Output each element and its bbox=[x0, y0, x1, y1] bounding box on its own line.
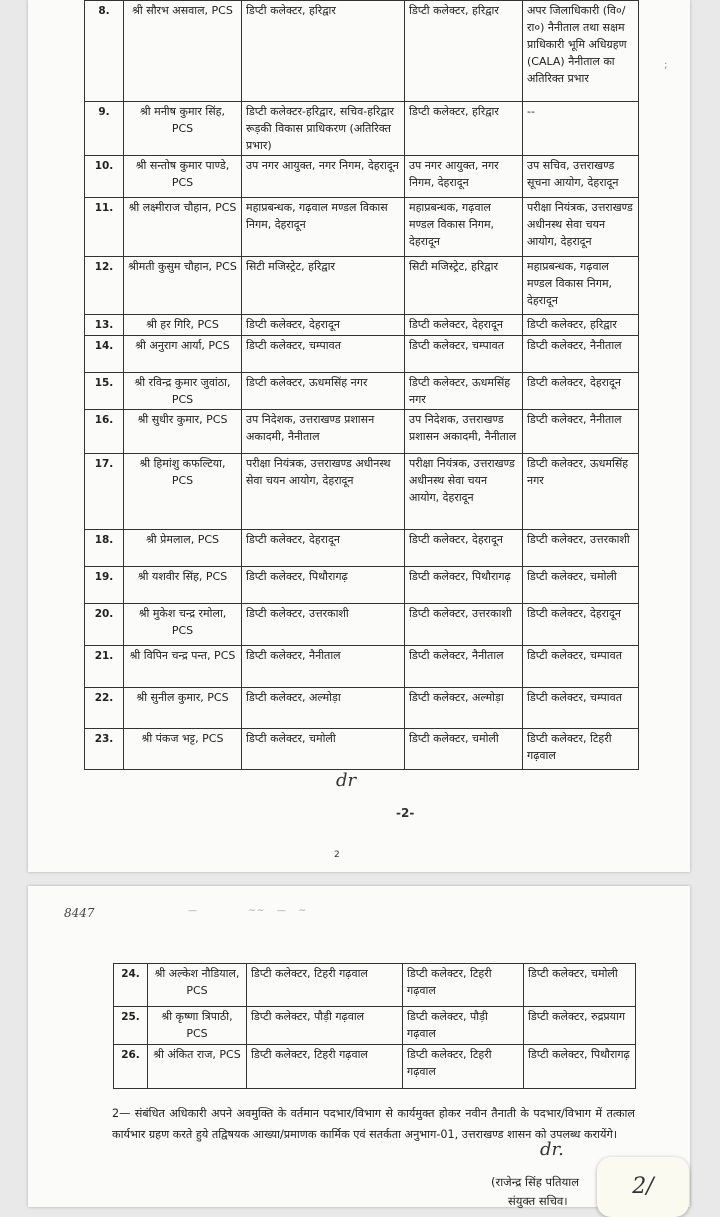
serial-number-cell: 20. bbox=[85, 604, 124, 646]
current-posting-cell: डिप्टी कलेक्टर, उत्तरकाशी bbox=[242, 604, 405, 646]
current-posting-cell: डिप्टी कलेक्टर, ऊधमसिंह नगर bbox=[242, 373, 405, 410]
additional-charge-cell: डिप्टी कलेक्टर, पिथौरागढ़ bbox=[524, 1045, 636, 1089]
instruction-paragraph: 2— संबंधित अधिकारी अपने अवमुक्ति के वर्तमान पदभार/विभाग से कार्यमुक्त होकर नवीन तैनाती के पदभार/विभाग में तत्काल कार्यभार ग्रहण करते हुये तद्विषयक आख्या/प्रमाणक कार्मिक एवं सतर्कता अनुभाग-01, उत्तराखण्ड शासन को उपलब्ध करायेंगे। bbox=[112, 1107, 635, 1141]
serial-number-cell: 16. bbox=[85, 410, 124, 454]
new-posting-cell: डिप्टी कलेक्टर, हरिद्वार bbox=[405, 1, 523, 102]
officer-name-cell: श्री अनुराग आर्या, PCS bbox=[124, 336, 242, 373]
officer-name-cell: श्री रविन्द्र कुमार जुवांठा, PCS bbox=[124, 373, 242, 410]
serial-number-cell: 8. bbox=[85, 1, 124, 102]
serial-number-cell: 13. bbox=[85, 315, 124, 336]
edge-mark: ; bbox=[664, 60, 668, 71]
floating-page-button[interactable]: 2/ bbox=[597, 1157, 689, 1217]
additional-charge-cell: परीक्षा नियंत्रक, उत्तराखण्ड अधीनस्थ सेवा चयन आयोग, देहरादून bbox=[523, 198, 639, 257]
document-page-2 bbox=[28, 886, 690, 1207]
current-posting-cell: डिप्टी कलेक्टर, टिहरी गढ़वाल bbox=[247, 1045, 403, 1089]
current-posting-cell: डिप्टी कलेक्टर, हरिद्वार bbox=[242, 1, 405, 102]
additional-charge-cell: उप सचिव, उत्तराखण्ड सूचना आयोग, देहरादून bbox=[523, 156, 639, 198]
serial-number-cell: 18. bbox=[85, 530, 124, 567]
signature: dr. bbox=[540, 1139, 564, 1160]
serial-number-cell: 22. bbox=[85, 688, 124, 729]
additional-charge-cell: डिप्टी कलेक्टर, चम्पावत bbox=[523, 646, 639, 688]
additional-charge-cell: डिप्टी कलेक्टर, नैनीताल bbox=[523, 410, 639, 454]
table-row bbox=[85, 688, 639, 729]
handwritten-initial: dr bbox=[336, 770, 357, 791]
table-row bbox=[85, 530, 639, 567]
current-posting-cell: उप निदेशक, उत्तराखण्ड प्रशासन अकादमी, नैनीताल bbox=[242, 410, 405, 454]
officer-name-cell: श्री लक्ष्मीराज चौहान, PCS bbox=[124, 198, 242, 257]
table-row bbox=[114, 1045, 636, 1089]
officer-name-cell: श्री सुनील कुमार, PCS bbox=[124, 688, 242, 729]
officer-name-cell: श्री सुधीर कुमार, PCS bbox=[124, 410, 242, 454]
current-posting-cell: डिप्टी कलेक्टर, टिहरी गढ़वाल bbox=[247, 964, 403, 1007]
table-row bbox=[85, 336, 639, 373]
serial-number-cell: 19. bbox=[85, 567, 124, 604]
table-row bbox=[114, 964, 636, 1007]
current-posting-cell: डिप्टी कलेक्टर, पौड़ी गढ़वाल bbox=[247, 1007, 403, 1045]
additional-charge-cell: डिप्टी कलेक्टर, टिहरी गढ़वाल bbox=[523, 729, 639, 770]
signatory-name: (राजेन्द्र सिंह पतियाल bbox=[491, 1175, 580, 1189]
additional-charge-cell: डिप्टी कलेक्टर, चमोली bbox=[524, 964, 636, 1007]
document-page-1 bbox=[28, 0, 690, 872]
faint-header-text: — ~~ — ~ bbox=[188, 906, 307, 916]
current-posting-cell: डिप्टी कलेक्टर, चमोली bbox=[242, 729, 405, 770]
new-posting-cell: डिप्टी कलेक्टर, अल्मोड़ा bbox=[405, 688, 523, 729]
transfer-table-page-1 bbox=[84, 0, 639, 770]
current-posting-cell: महाप्रबन्धक, गढ़वाल मण्डल विकास निगम, देहरादून bbox=[242, 198, 405, 257]
officer-name-cell: श्री विपिन चन्द्र पन्त, PCS bbox=[124, 646, 242, 688]
additional-charge-cell: डिप्टी कलेक्टर, हरिद्वार bbox=[523, 315, 639, 336]
current-posting-cell: सिटी मजिस्ट्रेट, हरिद्वार bbox=[242, 257, 405, 315]
table-row bbox=[114, 1007, 636, 1045]
current-posting-cell: डिप्टी कलेक्टर, देहरादून bbox=[242, 315, 405, 336]
current-posting-cell: डिप्टी कलेक्टर, नैनीताल bbox=[242, 646, 405, 688]
officer-name-cell: श्री मुकेश चन्द्र रमोला, PCS bbox=[124, 604, 242, 646]
officer-name-cell: श्री यशवीर सिंह, PCS bbox=[124, 567, 242, 604]
officer-name-cell: श्री मनीष कुमार सिंह, PCS bbox=[124, 102, 242, 156]
serial-number-cell: 14. bbox=[85, 336, 124, 373]
additional-charge-cell: डिप्टी कलेक्टर, चमोली bbox=[523, 567, 639, 604]
transfer-table-page-2 bbox=[113, 963, 636, 1089]
officer-name-cell: श्री सन्तोष कुमार पाण्डे, PCS bbox=[124, 156, 242, 198]
new-posting-cell: उप निदेशक, उत्तराखण्ड प्रशासन अकादमी, नैनीताल bbox=[405, 410, 523, 454]
new-posting-cell: डिप्टी कलेक्टर, पौड़ी गढ़वाल bbox=[403, 1007, 524, 1045]
additional-charge-cell: डिप्टी कलेक्टर, चम्पावत bbox=[523, 688, 639, 729]
serial-number-cell: 24. bbox=[114, 964, 148, 1007]
serial-number-cell: 12. bbox=[85, 257, 124, 315]
new-posting-cell: डिप्टी कलेक्टर, पिथौरागढ़ bbox=[405, 567, 523, 604]
table-row bbox=[85, 257, 639, 315]
serial-number-cell: 21. bbox=[85, 646, 124, 688]
new-posting-cell: डिप्टी कलेक्टर, उत्तरकाशी bbox=[405, 604, 523, 646]
serial-number-cell: 11. bbox=[85, 198, 124, 257]
new-posting-cell: डिप्टी कलेक्टर, टिहरी गढ़वाल bbox=[403, 964, 524, 1007]
new-posting-cell: डिप्टी कलेक्टर, ऊधमसिंह नगर bbox=[405, 373, 523, 410]
current-posting-cell: डिप्टी कलेक्टर-हरिद्वार, सचिव-हरिद्वार रूड़की विकास प्राधिकरण (अतिरिक्त प्रभार) bbox=[242, 102, 405, 156]
table-row bbox=[85, 373, 639, 410]
serial-number-cell: 17. bbox=[85, 454, 124, 530]
table-row bbox=[85, 604, 639, 646]
serial-number-cell: 26. bbox=[114, 1045, 148, 1089]
new-posting-cell: डिप्टी कलेक्टर, चमोली bbox=[405, 729, 523, 770]
new-posting-cell: डिप्टी कलेक्टर, हरिद्वार bbox=[405, 102, 523, 156]
officer-name-cell: श्री हिमांशु कफल्टिया, PCS bbox=[124, 454, 242, 530]
current-posting-cell: परीक्षा नियंत्रक, उत्तराखण्ड अधीनस्थ सेवा चयन आयोग, देहरादून bbox=[242, 454, 405, 530]
serial-number-cell: 25. bbox=[114, 1007, 148, 1045]
officer-name-cell: श्री कृष्णा त्रिपाठी, PCS bbox=[148, 1007, 247, 1045]
current-posting-cell: डिप्टी कलेक्टर, देहरादून bbox=[242, 530, 405, 567]
additional-charge-cell: डिप्टी कलेक्टर, नैनीताल bbox=[523, 336, 639, 373]
officer-name-cell: श्री पंकज भट्ट, PCS bbox=[124, 729, 242, 770]
table-row bbox=[85, 198, 639, 257]
current-posting-cell: उप नगर आयुक्त, नगर निगम, देहरादून bbox=[242, 156, 405, 198]
additional-charge-cell: डिप्टी कलेक्टर, ऊधमसिंह नगर bbox=[523, 454, 639, 530]
additional-charge-cell: महाप्रबन्धक, गढ़वाल मण्डल विकास निगम, देहरादून bbox=[523, 257, 639, 315]
additional-charge-cell: डिप्टी कलेक्टर, उत्तरकाशी bbox=[523, 530, 639, 567]
additional-charge-cell: अपर जिलाधिकारी (वि०/रा०) नैनीताल तथा सक्षम प्राधिकारी भूमि अधिग्रहण (CALA) नैनीताल का अतिरिक्त प्रभार bbox=[523, 1, 639, 102]
additional-charge-cell: डिप्टी कलेक्टर, रुद्रप्रयाग bbox=[524, 1007, 636, 1045]
new-posting-cell: परीक्षा नियंत्रक, उत्तराखण्ड अधीनस्थ सेवा चयन आयोग, देहरादून bbox=[405, 454, 523, 530]
page-number: 2 bbox=[334, 850, 340, 860]
additional-charge-cell: डिप्टी कलेक्टर, देहरादून bbox=[523, 604, 639, 646]
additional-charge-cell: डिप्टी कलेक्टर, देहरादून bbox=[523, 373, 639, 410]
signatory-title: संयुक्त सचिव। bbox=[508, 1194, 568, 1208]
new-posting-cell: उप नगर आयुक्त, नगर निगम, देहरादून bbox=[405, 156, 523, 198]
table-row bbox=[85, 454, 639, 530]
officer-name-cell: श्री प्रेमलाल, PCS bbox=[124, 530, 242, 567]
table-row bbox=[85, 646, 639, 688]
new-posting-cell: डिप्टी कलेक्टर, नैनीताल bbox=[405, 646, 523, 688]
serial-number-cell: 23. bbox=[85, 729, 124, 770]
serial-number-cell: 15. bbox=[85, 373, 124, 410]
current-posting-cell: डिप्टी कलेक्टर, पिथौरागढ़ bbox=[242, 567, 405, 604]
header-number: 8447 bbox=[64, 906, 95, 920]
new-posting-cell: सिटी मजिस्ट्रेट, हरिद्वार bbox=[405, 257, 523, 315]
current-posting-cell: डिप्टी कलेक्टर, अल्मोड़ा bbox=[242, 688, 405, 729]
officer-name-cell: श्री अल्केश नौडियाल, PCS bbox=[148, 964, 247, 1007]
serial-number-cell: 10. bbox=[85, 156, 124, 198]
new-posting-cell: डिप्टी कलेक्टर, देहरादून bbox=[405, 315, 523, 336]
table-row bbox=[85, 729, 639, 770]
serial-number-cell: 9. bbox=[85, 102, 124, 156]
table-row bbox=[85, 156, 639, 198]
new-posting-cell: महाप्रबन्धक, गढ़वाल मण्डल विकास निगम, देहरादून bbox=[405, 198, 523, 257]
current-posting-cell: डिप्टी कलेक्टर, चम्पावत bbox=[242, 336, 405, 373]
table-row bbox=[85, 410, 639, 454]
officer-name-cell: श्रीमती कुसुम चौहान, PCS bbox=[124, 257, 242, 315]
new-posting-cell: डिप्टी कलेक्टर, चम्पावत bbox=[405, 336, 523, 373]
table-row bbox=[85, 567, 639, 604]
officer-name-cell: श्री हर गिरि, PCS bbox=[124, 315, 242, 336]
table-row bbox=[85, 102, 639, 156]
new-posting-cell: डिप्टी कलेक्टर, देहरादून bbox=[405, 530, 523, 567]
continuation-mark: -2- bbox=[396, 806, 415, 820]
new-posting-cell: डिप्टी कलेक्टर, टिहरी गढ़वाल bbox=[403, 1045, 524, 1089]
officer-name-cell: श्री अंकित राज, PCS bbox=[148, 1045, 247, 1089]
table-row bbox=[85, 1, 639, 102]
additional-charge-cell: -- bbox=[523, 102, 639, 156]
table-row bbox=[85, 315, 639, 336]
officer-name-cell: श्री सौरभ असवाल, PCS bbox=[124, 1, 242, 102]
